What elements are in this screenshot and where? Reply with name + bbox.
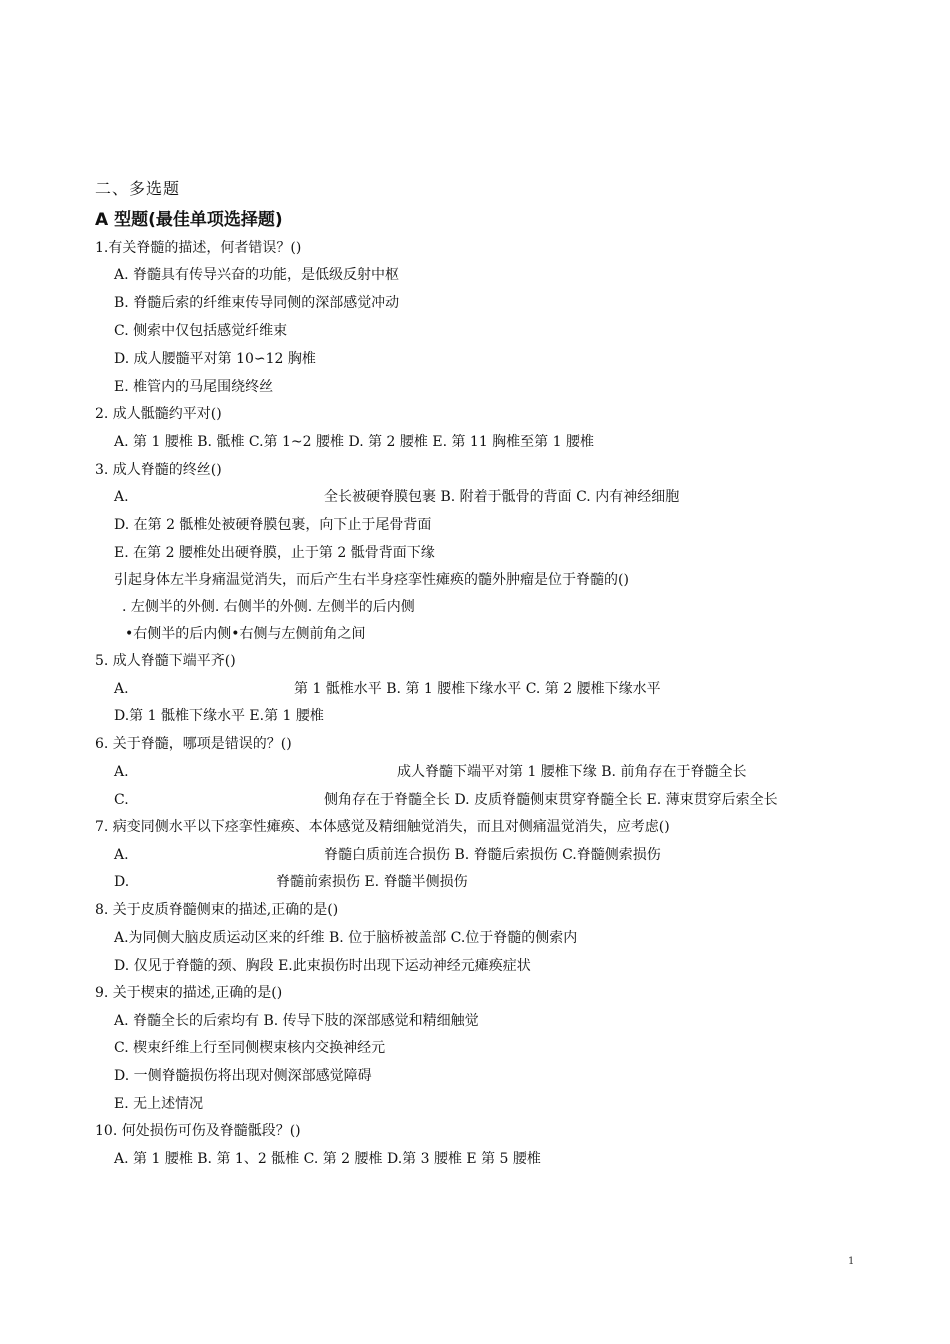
option-line: . 左侧半的外侧. 右侧半的外侧. 左侧半的后内侧	[122, 599, 415, 615]
subsection-title: A 型题(最佳单项选择题)	[95, 210, 283, 230]
question-5: 5. 成人脊髓下端平齐()	[95, 653, 236, 669]
page-number: 1	[848, 1256, 855, 1267]
option-label: D.	[114, 874, 130, 890]
option-line: D. 仅见于脊髓的颈、胸段 E.此束损伤时出现下运动神经元瘫痪症状	[114, 958, 531, 974]
section-title: 二、多选题	[95, 179, 181, 198]
option-line: C. 侧索中仅包括感觉纤维束	[114, 323, 288, 339]
option-line: A. 第 1 腰椎 B. 骶椎 C.第 1~2 腰椎 D. 第 2 腰椎 E. 第 11 胸椎至第 1 腰椎	[114, 434, 594, 450]
question-3: 3. 成人脊髓的终丝()	[95, 462, 222, 478]
option-line: D. 成人腰髓平对第 10∽12 胸椎	[114, 351, 316, 367]
question-7: 7. 病变同侧水平以下痉挛性瘫痪、本体感觉及精细触觉消失，而且对侧痛温觉消失，应考虑()	[95, 819, 670, 835]
option-label: A.	[114, 847, 129, 863]
option-line: 全长被硬脊膜包裹 B. 附着于骶骨的背面 C. 内有神经细胞	[324, 489, 680, 505]
question-9: 9. 关于楔束的描述,正确的是()	[95, 985, 283, 1001]
option-line: 第 1 骶椎水平 B. 第 1 腰椎下缘水平 C. 第 2 腰椎下缘水平	[294, 681, 661, 697]
question-8: 8. 关于皮质脊髓侧束的描述,正确的是()	[95, 902, 339, 918]
option-label: C.	[114, 792, 129, 808]
option-line: B. 脊髓后索的纤维束传导同侧的深部感觉冲动	[114, 295, 400, 311]
question-4: 引起身体左半身痛温觉消失，而后产生右半身痉挛性瘫痪的髓外肿瘤是位于脊髓的()	[114, 572, 629, 588]
option-line: 侧角存在于脊髓全长 D. 皮质脊髓侧束贯穿脊髓全长 E. 薄束贯穿后索全长	[324, 792, 778, 808]
option-label: A.	[114, 489, 129, 505]
option-line: 脊髓白质前连合损伤 B. 脊髓后索损伤 C.脊髓侧索损伤	[324, 847, 661, 863]
option-line: A. 第 1 腰椎 B. 第 1、2 骶椎 C. 第 2 腰椎 D.第 3 腰椎 E 第 5 腰椎	[114, 1151, 541, 1167]
option-line: •右侧半的后内侧•右侧与左侧前角之间	[125, 626, 366, 642]
option-line: A. 脊髓全长的后索均有 B. 传导下肢的深部感觉和精细触觉	[114, 1013, 479, 1029]
question-2: 2. 成人骶髓约平对()	[95, 406, 222, 422]
option-line: 脊髓前索损伤 E. 脊髓半侧损伤	[276, 874, 468, 890]
option-line: E. 在第 2 腰椎处出硬脊膜，止于第 2 骶骨背面下缘	[114, 545, 435, 561]
option-line: D. 在第 2 骶椎处被硬脊膜包裹，向下止于尾骨背面	[114, 517, 432, 533]
option-line: 成人脊髓下端平对第 1 腰椎下缘 B. 前角存在于脊髓全长	[397, 764, 747, 780]
question-10: 10. 何处损伤可伤及脊髓骶段？()	[95, 1123, 301, 1139]
question-1: 1.有关脊髓的描述，何者错误？()	[95, 240, 302, 256]
option-label: A.	[114, 764, 129, 780]
option-line: E. 椎管内的马尾围绕终丝	[114, 379, 274, 395]
option-line: E. 无上述情况	[114, 1096, 204, 1112]
option-line: C. 楔束纤维上行至同侧楔束核内交换神经元	[114, 1040, 386, 1056]
option-line: A.为同侧大脑皮质运动区来的纤维 B. 位于脑桥被盖部 C.位于脊髓的侧索内	[114, 930, 578, 946]
question-6: 6. 关于脊髓，哪项是错误的？()	[95, 736, 292, 752]
option-line: D.第 1 骶椎下缘水平 E.第 1 腰椎	[114, 708, 324, 724]
option-label: A.	[114, 681, 129, 697]
option-line: A. 脊髓具有传导兴奋的功能，是低级反射中枢	[114, 267, 400, 283]
option-line: D. 一侧脊髓损伤将出现对侧深部感觉障碍	[114, 1068, 372, 1084]
